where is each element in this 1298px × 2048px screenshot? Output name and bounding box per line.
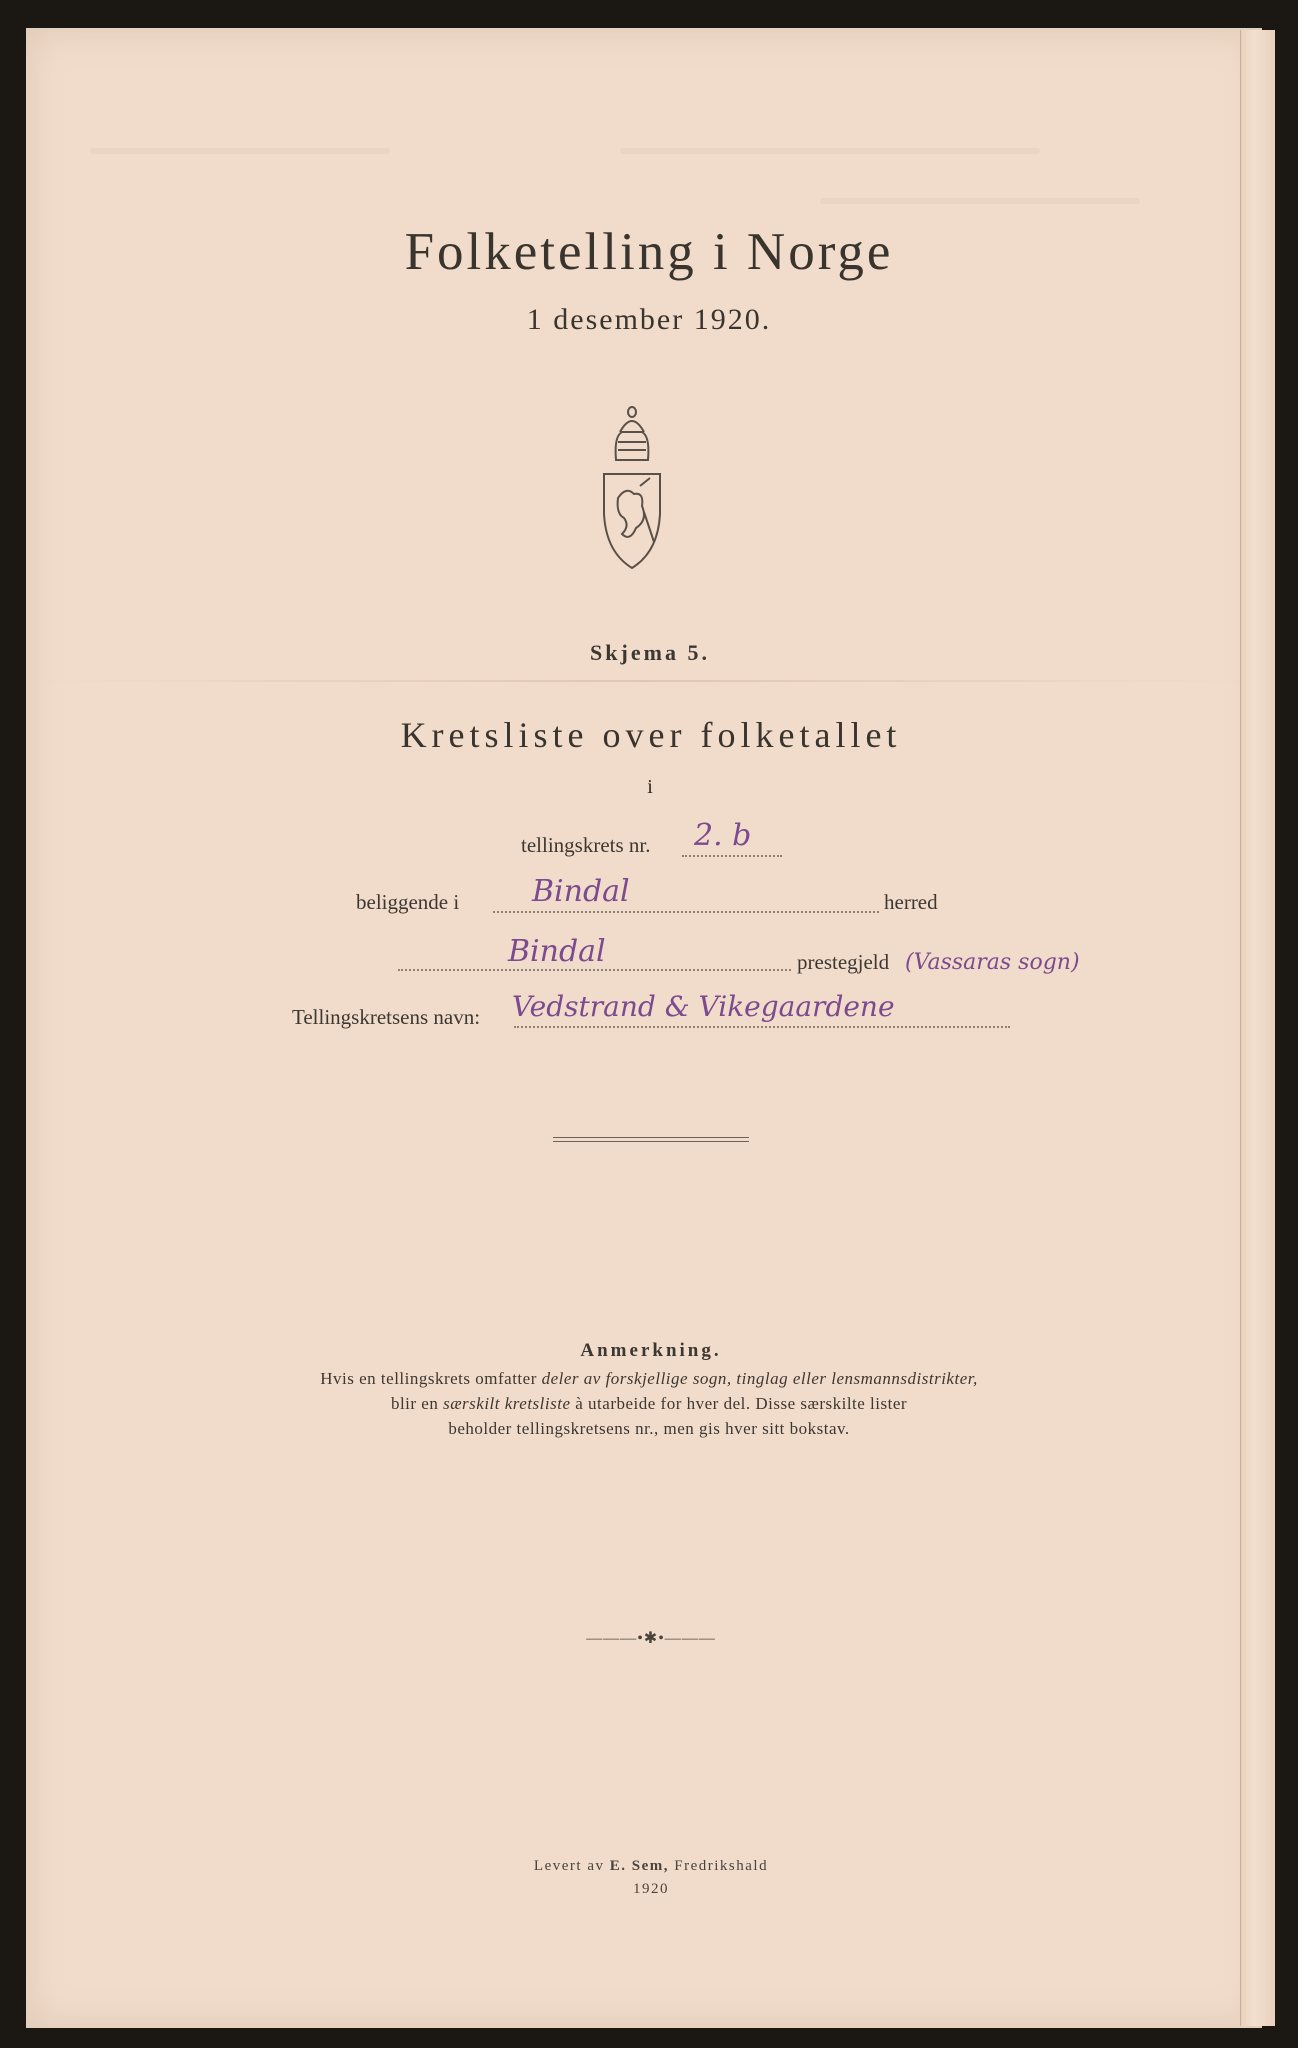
krets-navn-dotted-line bbox=[514, 1026, 1010, 1028]
divider-rule bbox=[553, 1141, 749, 1142]
divider-rule bbox=[553, 1137, 749, 1138]
page-title: Folketelling i Norge bbox=[404, 223, 894, 281]
prestegjeld-note: (Vassaras sogn) bbox=[905, 950, 1080, 975]
schema-number: Skjema 5. bbox=[590, 640, 710, 665]
prestegjeld-dotted-line bbox=[398, 969, 791, 971]
herred-value: Bindal bbox=[532, 874, 630, 909]
prestegjeld-value: Bindal bbox=[508, 934, 606, 969]
page-edge bbox=[1240, 30, 1275, 2026]
krets-navn-label: Tellingskretsens navn: bbox=[292, 1005, 481, 1029]
tellingskrets-label: tellingskrets nr. bbox=[521, 833, 651, 857]
herred-label: herred bbox=[884, 890, 938, 914]
tellingskrets-dotted-line bbox=[682, 855, 782, 857]
tellingskrets-value: 2. b bbox=[694, 818, 752, 853]
prestegjeld-label: prestegjeld bbox=[797, 950, 890, 974]
remark-line-2: blir en særskilt kretsliste à utarbeide for hver del. Disse særskilte lister bbox=[390, 1394, 908, 1413]
herred-dotted-line bbox=[493, 911, 879, 913]
krets-navn-value: Vedstrand & Vikegaardene bbox=[512, 990, 895, 1023]
beliggende-label: beliggende i bbox=[356, 890, 460, 914]
remark-line-1: Hvis en tellingskrets omfatter deler av forskjellige sogn, tinglag eller lensmannsdistrikter, bbox=[320, 1369, 978, 1388]
bleed-through-text bbox=[90, 148, 390, 154]
form-heading: Kretsliste over folketallet bbox=[400, 715, 902, 755]
norwegian-coat-of-arms-icon bbox=[600, 402, 664, 572]
census-date: 1 desember 1920. bbox=[526, 303, 772, 336]
preposition-i: i bbox=[647, 776, 653, 798]
paper-fold bbox=[26, 680, 1262, 682]
remark-line-3: beholder tellingskretsens nr., men gis hver sitt bokstav. bbox=[448, 1419, 850, 1438]
ornament-divider: ———•✱•——— bbox=[586, 1630, 716, 1647]
printer-imprint: Levert av E. Sem, Fredrikshald bbox=[533, 1858, 769, 1874]
bleed-through-text bbox=[820, 198, 1140, 204]
bleed-through-text bbox=[620, 148, 1040, 154]
remark-title: Anmerkning. bbox=[580, 1340, 722, 1361]
printer-year: 1920 bbox=[633, 1881, 669, 1897]
